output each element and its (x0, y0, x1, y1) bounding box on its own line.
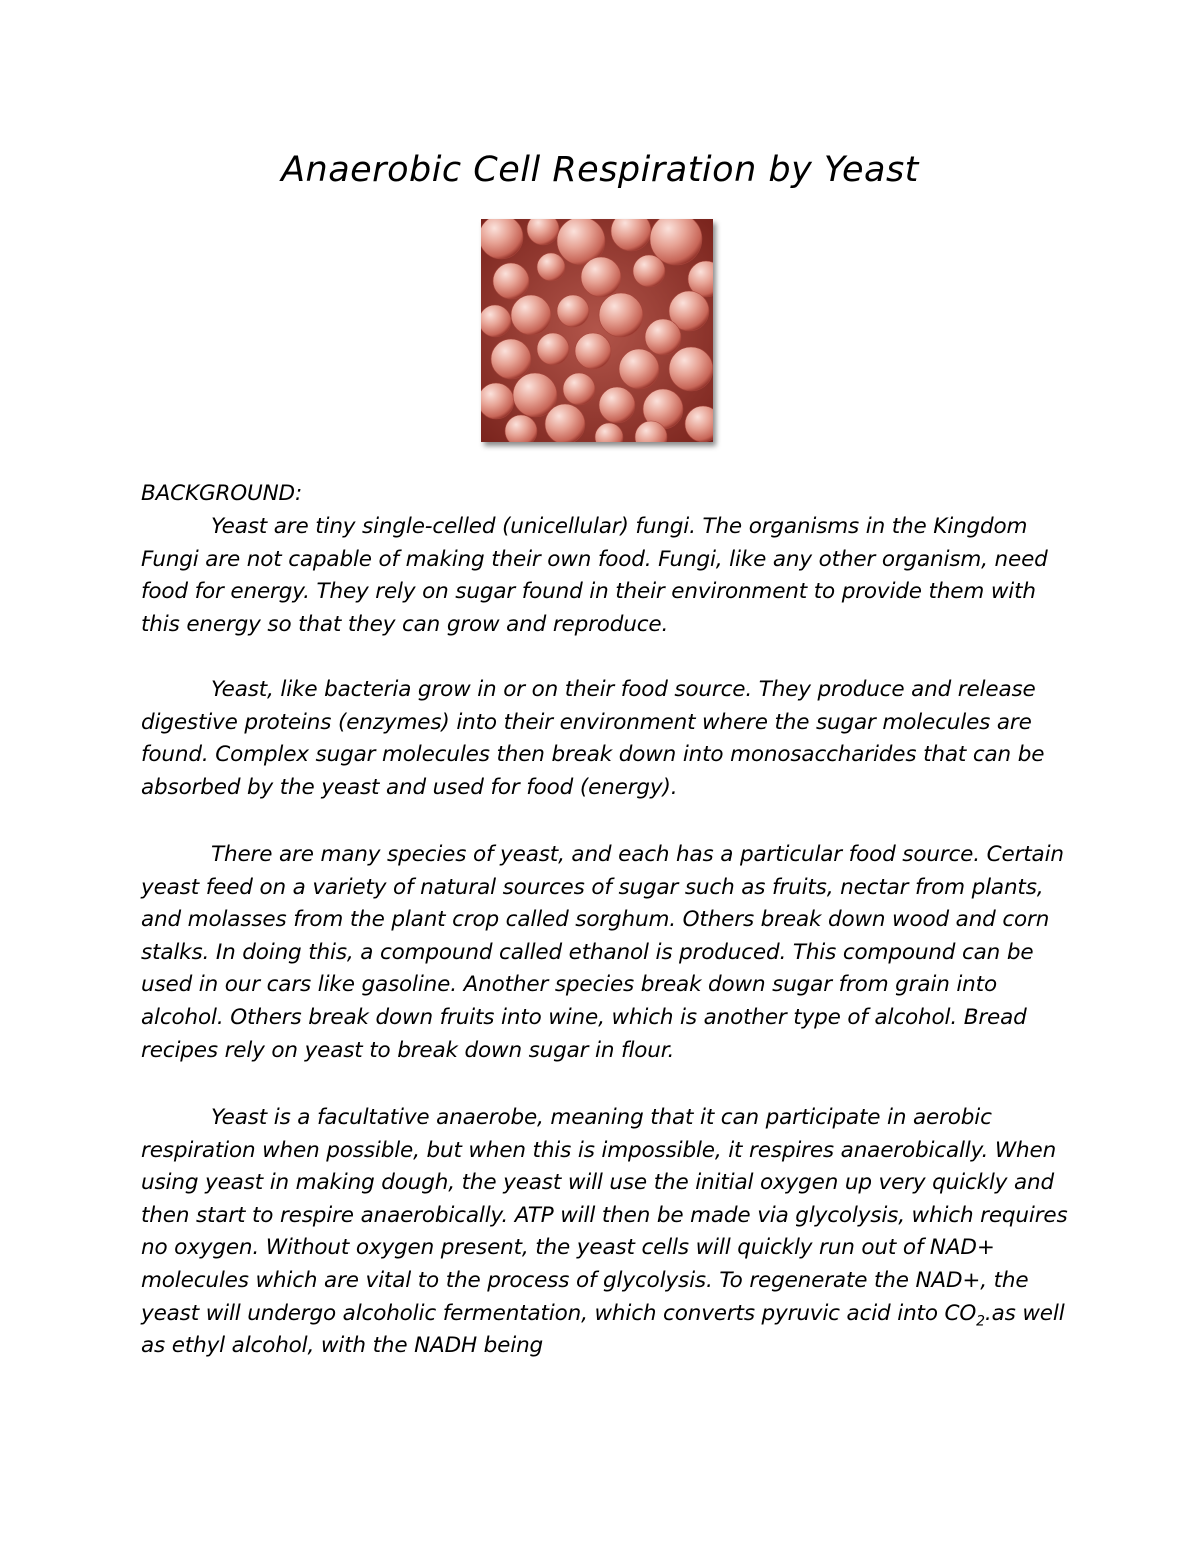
yeast-cell (599, 387, 635, 423)
yeast-cell (563, 373, 595, 405)
yeast-cell (493, 263, 529, 299)
co2-subscript: 2 (976, 1312, 985, 1329)
yeast-cell (645, 319, 681, 355)
yeast-micrograph-image (481, 219, 713, 442)
yeast-cell (669, 347, 713, 391)
paragraph-3: There are many species of yeast, and each has a particular food source. Certain yeast feed on a variety of natural sources of sugar such as fruits, nectar from plants, and molasses from the plant crop called sorghum. Others break down wood and corn stalks. In doing this, a compound called ethanol is produced. This compound can be used in our cars like gasoline. Another species break down sugar from grain into alcohol. Others break down fruits into wine, which is another type of alcohol. Bread recipes rely on yeast to break down sugar in flour. (141, 842, 1064, 1063)
yeast-cell (537, 333, 569, 365)
page-title: Anaerobic Cell Respiration by Yeast (281, 150, 919, 190)
yeast-cell (575, 333, 611, 369)
paragraph-2: Yeast, like bacteria grow in or on their food source. They produce and release digestive proteins (enzymes) into their environment where the sugar molecules are found. Complex sugar molecules then break down into monosaccharides that can be absorbed by the yeast and used for food (energy). (141, 677, 1045, 800)
yeast-cell (481, 383, 514, 419)
yeast-cells-illustration (481, 219, 713, 442)
paragraph-4 (141, 1102, 1071, 1363)
yeast-cell (633, 255, 665, 287)
yeast-cell (491, 339, 531, 379)
yeast-cell (511, 295, 551, 335)
yeast-cell (619, 349, 659, 389)
paragraph-1: Yeast are tiny single-celled (unicellular) fungi. The organisms in the Kingdom Fungi are not capable of making their own food. Fungi, like any other organism, need food for energy. They rely on sugar found in their environment to provide them with this energy so that they can grow and reproduce. (141, 514, 1048, 637)
yeast-cell (599, 293, 643, 337)
paragraph-4-continuation: .as well as ethyl alcohol, with the NADH being (141, 1300, 1065, 1359)
yeast-cell (545, 404, 585, 442)
paragraph-4-text: Yeast is a facultative anaerobe, meaning that it can participate in aerobic respiration when possible, but when this is impossible, it respires anaerobically. When using yeast in making dough, the yeast will use the initial oxygen up very quickly and then start to respire anaerobically. ATP will then be made via glycolysis, which requires no oxygen. Without oxygen present, the yeast cells will quickly run out of NAD+ molecules which are vital to the process of glycolysis. To regenerate the NAD+, the yeast will undergo alcoholic fermentation, which converts pyruvic acid into CO (141, 1105, 1068, 1326)
yeast-cell (537, 253, 565, 281)
yeast-cell (557, 295, 589, 327)
yeast-cell (481, 305, 511, 337)
yeast-cell (581, 257, 621, 297)
section-heading: BACKGROUND: (141, 481, 303, 506)
